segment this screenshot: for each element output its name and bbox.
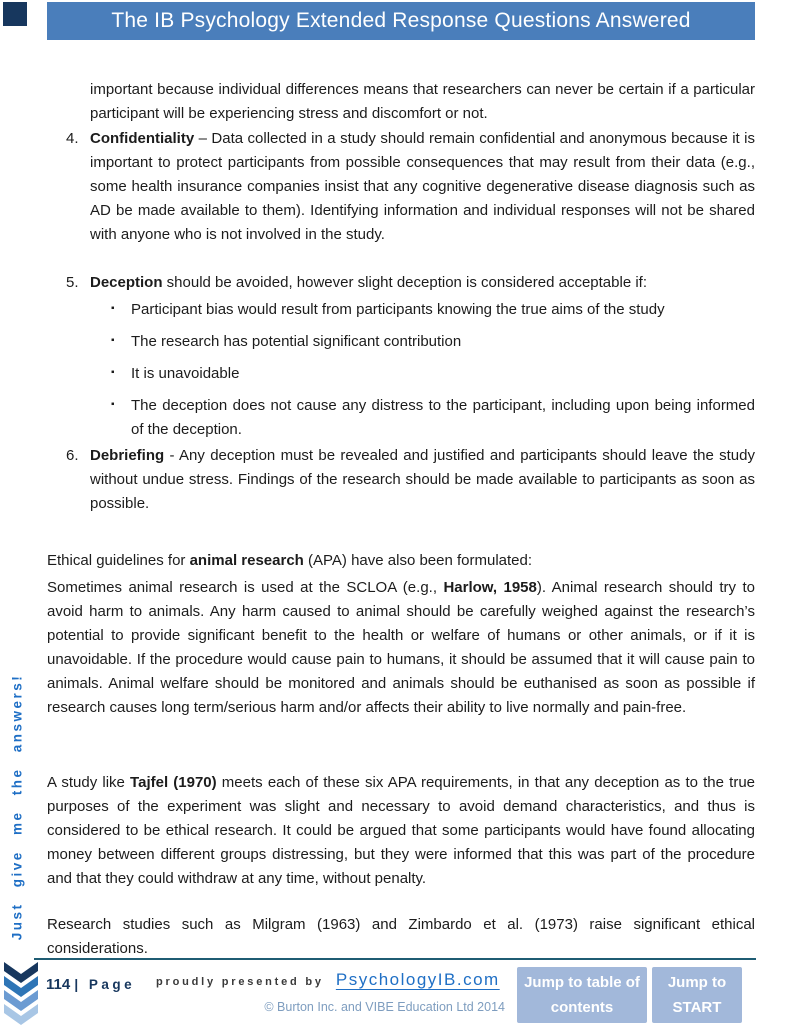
list-number: 6.: [66, 447, 79, 464]
text-segment-bold: Harlow, 1958: [443, 579, 537, 596]
bullet-item: [111, 298, 755, 322]
deception-conditions-list: [111, 298, 755, 450]
list-lead-bold: Debriefing: [90, 447, 165, 464]
list-text: should be avoided, however slight deception is considered acceptable if:: [162, 274, 647, 291]
text-segment-bold: Tajfel (1970): [130, 774, 217, 791]
page-header-banner: [47, 2, 755, 40]
paragraph-ethical-guidelines: [47, 549, 755, 573]
corner-marker-square: [3, 2, 27, 26]
bullet-text: The research has potential significant contribution: [131, 333, 462, 350]
text-segment: A study like: [47, 774, 131, 791]
list-lead-bold: Confidentiality: [90, 130, 195, 147]
text-segment-bold: animal research: [189, 552, 304, 569]
page-word: | Page: [74, 977, 136, 992]
text-segment: Sometimes animal research is used at the SCLOA (e.g.,: [47, 579, 444, 596]
text-segment: Ethical guidelines for: [47, 552, 190, 569]
list-item-deception: [66, 271, 755, 295]
chevrons-down-logo-icon[interactable]: [4, 962, 38, 1026]
list-number: 4.: [66, 130, 79, 147]
bullet-item: [111, 330, 755, 354]
square-bullet-icon: ▪: [111, 303, 115, 314]
text-segment: (APA) have also been formulated:: [303, 552, 533, 569]
square-bullet-icon: ▪: [111, 335, 115, 346]
square-bullet-icon: ▪: [111, 399, 115, 410]
text-segment: ). Animal research should try to avoid harm to animals. Any harm caused to animal should be carefully weighed against the research’s potential to provide significant benefit to the health or welfare of humans or other animals, or if it is unavoidable. If the procedure would cause pain to humans, it should be assumed that it will cause pain to animals. Animal welfare should be monitored and animals should be euthanised as soon as possible if research causes long term/serious harm and/or affects their ability to live normally and pain-free.: [47, 579, 755, 716]
list-text: – Data collected in a study should remain confidential and anonymous because it is important to protect participants from possible consequences that may result from their data (e.g., some health insurance companies insist that any cognitive degenerative disease diagnosis such as AD be made available to them). Identifying information and individual responses will not be shared with anyone who is not involved in the study.: [90, 130, 755, 243]
paragraph-animal-research: [47, 576, 755, 720]
paragraph-intro-continuation: important because individual differences means that researchers can never be certain if a particular participant will be experiencing stress and discomfort or not.: [90, 81, 755, 122]
footer-divider: [34, 958, 756, 960]
bullet-text: Participant bias would result from participants knowing the true aims of the study: [131, 301, 665, 318]
presented-by-label: proudly presented by: [156, 976, 324, 988]
page-number-label: [46, 973, 135, 997]
page-title: The IB Psychology Extended Response Questions Answered: [111, 9, 691, 32]
bullet-text: The deception does not cause any distress to the participant, including upon being informed of the deception.: [131, 397, 755, 438]
paragraph-tajfel: [47, 771, 755, 891]
bullet-item: [111, 362, 755, 386]
list-lead-bold: Deception: [90, 274, 163, 291]
presented-by-row: [156, 970, 500, 990]
list-text: - Any deception must be revealed and justified and participants should leave the study without undue stress. Findings of the research should be made available to participants as soon as possible.: [90, 447, 755, 512]
psychologyib-link[interactable]: PsychologyIB.com: [335, 970, 500, 989]
sidebar-vertical-tagline: Just give me the answers!: [9, 673, 25, 941]
jump-to-contents-button[interactable]: Jump to table of contents: [517, 967, 647, 1023]
text-segment: meets each of these six APA requirements, in that any deception as to the true purposes of the experiment was slight and necessary to avoid demand characteristics, and thus is considered to be ethical research. It could be argued that some participants would have found allocating money between different groups distressing, but they were informed that this was part of the procedure and that they could withdraw at any time, without penalty.: [47, 774, 755, 887]
page-number: 114: [46, 976, 71, 993]
square-bullet-icon: ▪: [111, 367, 115, 378]
list-item-confidentiality: [66, 127, 755, 247]
jump-to-start-button[interactable]: Jump to START: [652, 967, 742, 1023]
copyright-notice: © Burton Inc. and VIBE Education Ltd 2014: [264, 1000, 505, 1014]
list-number: 5.: [66, 274, 79, 291]
bullet-item: [111, 394, 755, 442]
list-item-debriefing: [66, 444, 755, 516]
bullet-text: It is unavoidable: [131, 365, 240, 382]
paragraph-research-studies: Research studies such as Milgram (1963) and Zimbardo et al. (1973) raise significant ethical considerations.: [47, 916, 755, 957]
